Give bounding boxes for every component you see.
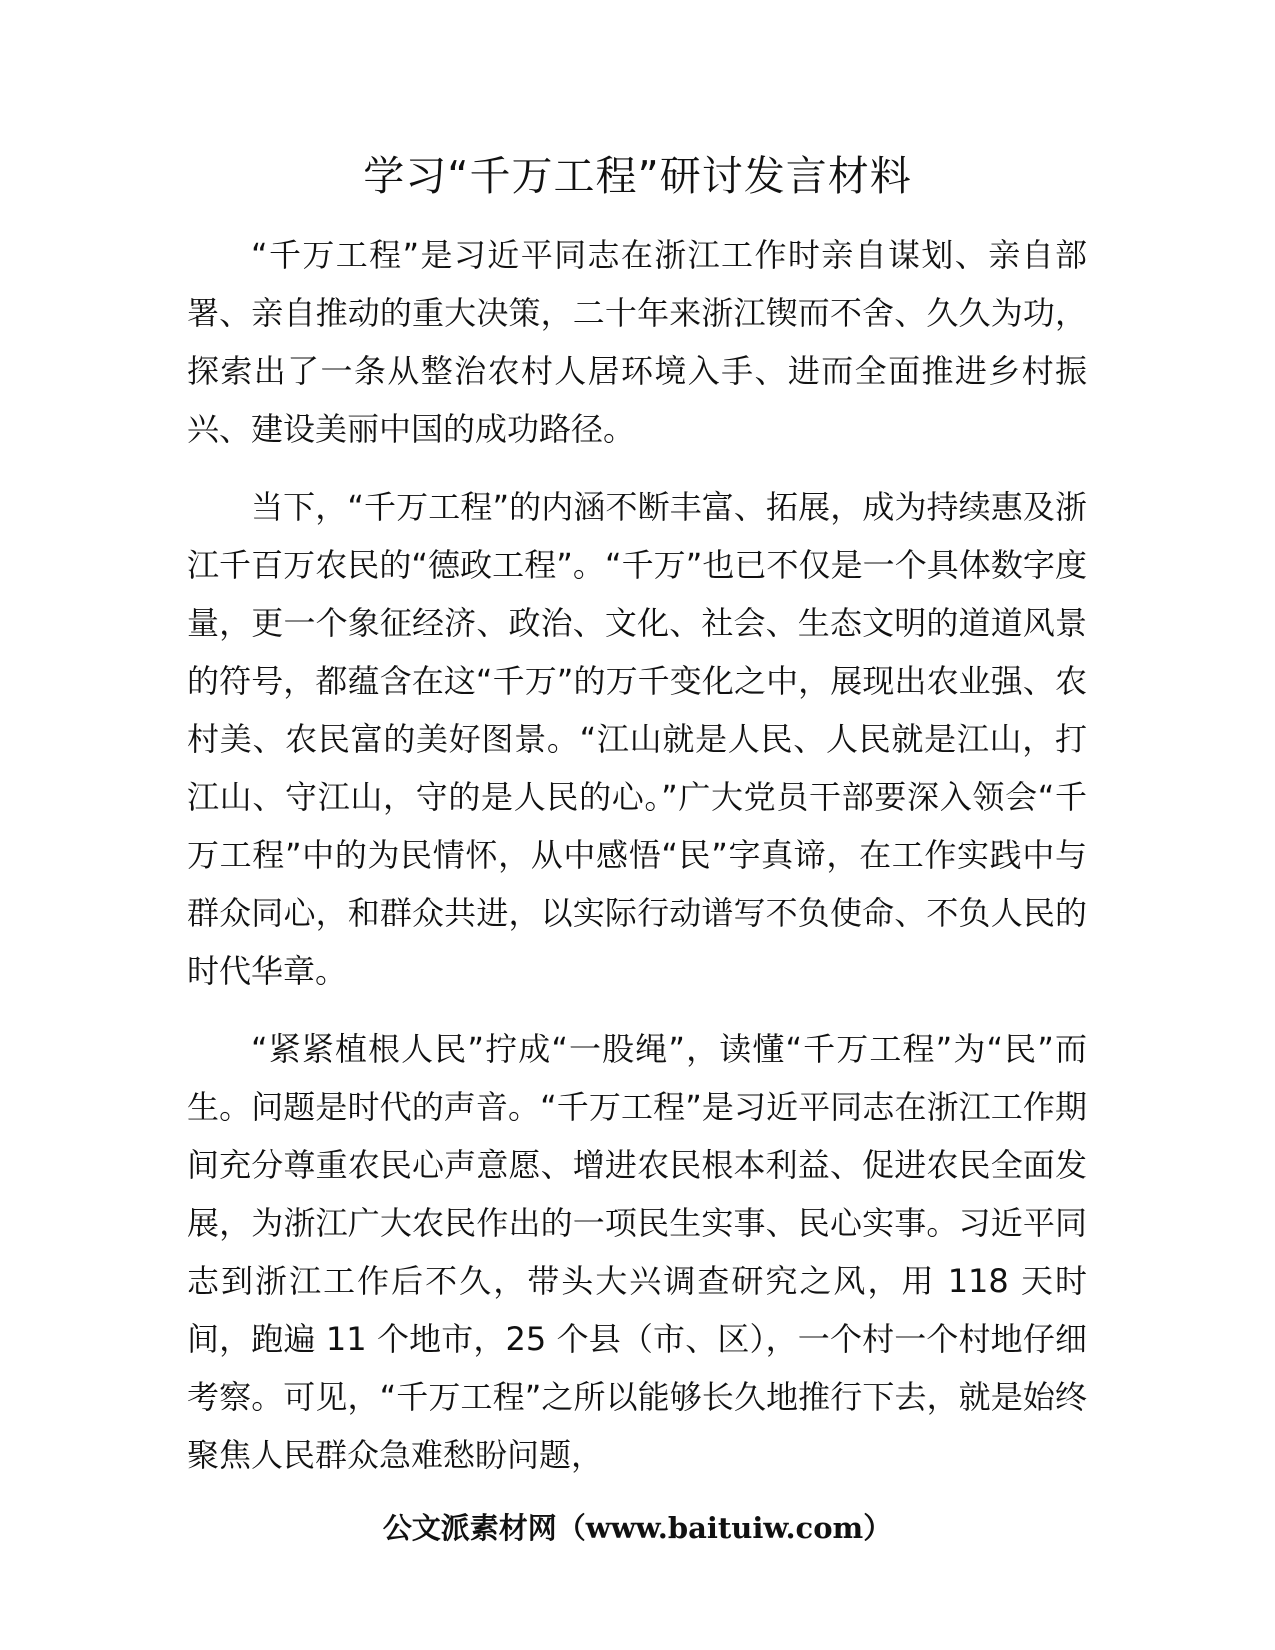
paragraph-1: “千万工程”是习近平同志在浙江工作时亲自谋划、亲自部署、亲自推动的重大决策，二十年来浙江锲而不舍、久久为功，探索出了一条从整治农村人居环境入手、进而全面推进乡村振兴、建设美丽中国的成功路径。: [187, 236, 1087, 448]
document-body: [187, 226, 1087, 1504]
paragraph-2: 当下，“千万工程”的内涵不断丰富、拓展，成为持续惠及浙江千百万农民的“德政工程”。“千万”也已不仅是一个具体数字度量，更一个象征经济、政治、文化、社会、生态文明的道道风景的符号，都蕴含在这“千万”的万千变化之中，展现出农业强、农村美、农民富的美好图景。“江山就是人民、人民就是江山，打江山、守江山，守的是人民的心。”广大党员干部要深入领会“千万工程”中的为民情怀，从中感悟“民”字真谛，在工作实践中与群众同心，和群众共进，以实际行动谱写不负使命、不负人民的时代华章。: [187, 488, 1087, 990]
document-title: 学习“千万工程”研讨发言材料: [363, 152, 912, 200]
footer-watermark: 公文派素材网（www.baituiw.com）: [382, 1511, 893, 1545]
paragraph-3: “紧紧植根人民”拧成“一股绳”，读懂“千万工程”为“民”而生。问题是时代的声音。“千万工程”是习近平同志在浙江工作期间充分尊重农民心声意愿、增进农民根本利益、促进农民全面发展，为浙江广大农民作出的一项民生实事、民心实事。习近平同志到浙江工作后不久，带头大兴调查研究之风，用 118 天时间，跑遍 11 个地市，25 个县（市、区），一个村一个村地仔细考察。可见，“千万工程”之所以能够长久地推行下去，就是始终聚焦人民群众急难愁盼问题，: [187, 1030, 1087, 1474]
